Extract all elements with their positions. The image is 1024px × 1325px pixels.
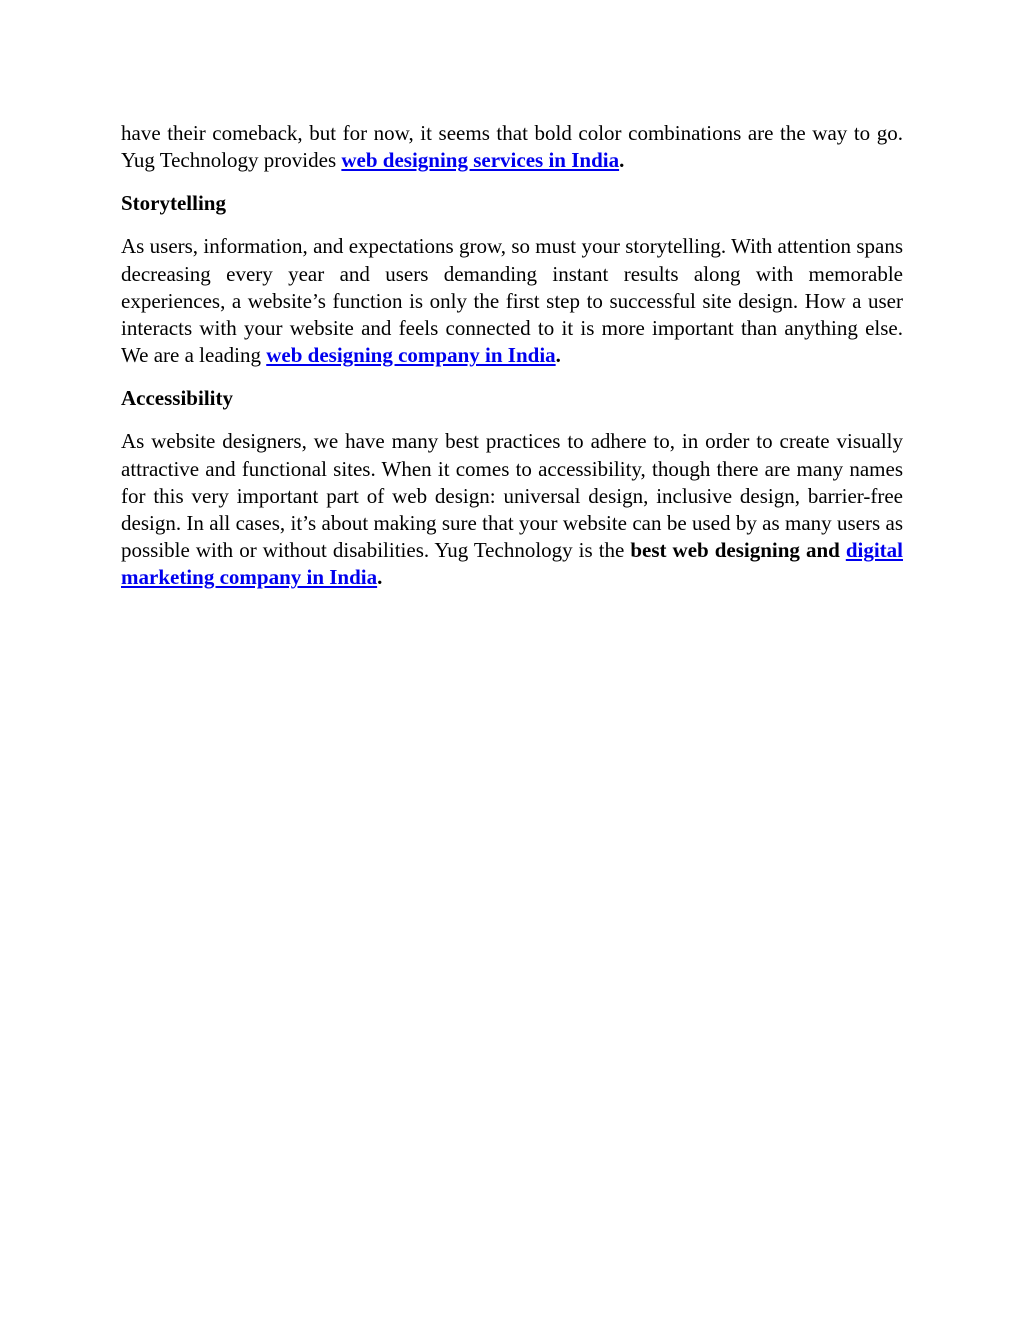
accessibility-heading: Accessibility <box>121 386 233 411</box>
web-designing-services-link[interactable]: web designing services in India <box>341 148 620 173</box>
accessibility-text: As website designers, we have many best practices to adhere to, in order to create visually attractive and functional sites. When it comes to accessibility, though there are many names for this very important part of web design: universal design, inclusive design, barrier-free design. In all cases, it’s about making sure that your website can be used by as many users as possible with or without disabilities. Yug Technology is the <box>121 429 903 563</box>
web-designing-company-link[interactable]: web designing company in India <box>266 343 556 368</box>
intro-period: . <box>619 148 625 173</box>
intro-text: have their comeback, but for now, it seems that bold color combinations are the way to go. Yug Technology provides <box>121 121 903 173</box>
accessibility-paragraph <box>121 428 903 591</box>
accessibility-bold-text: best web designing and <box>630 538 846 563</box>
storytelling-period: . <box>555 343 561 368</box>
intro-paragraph <box>121 120 903 174</box>
storytelling-paragraph <box>121 233 903 369</box>
storytelling-text: As users, information, and expectations grow, so must your storytelling. With attention spans decreasing every year and users demanding instant results along with memorable experiences, a website’s function is only the first step to successful site design. How a user interacts with your website and feels connected to it is more important than anything else. We are a leading <box>121 234 903 368</box>
storytelling-heading: Storytelling <box>121 191 226 216</box>
accessibility-period: . <box>377 565 383 590</box>
document-page <box>121 120 903 608</box>
digital-marketing-company-link[interactable]: digital marketing company in India <box>121 538 903 590</box>
